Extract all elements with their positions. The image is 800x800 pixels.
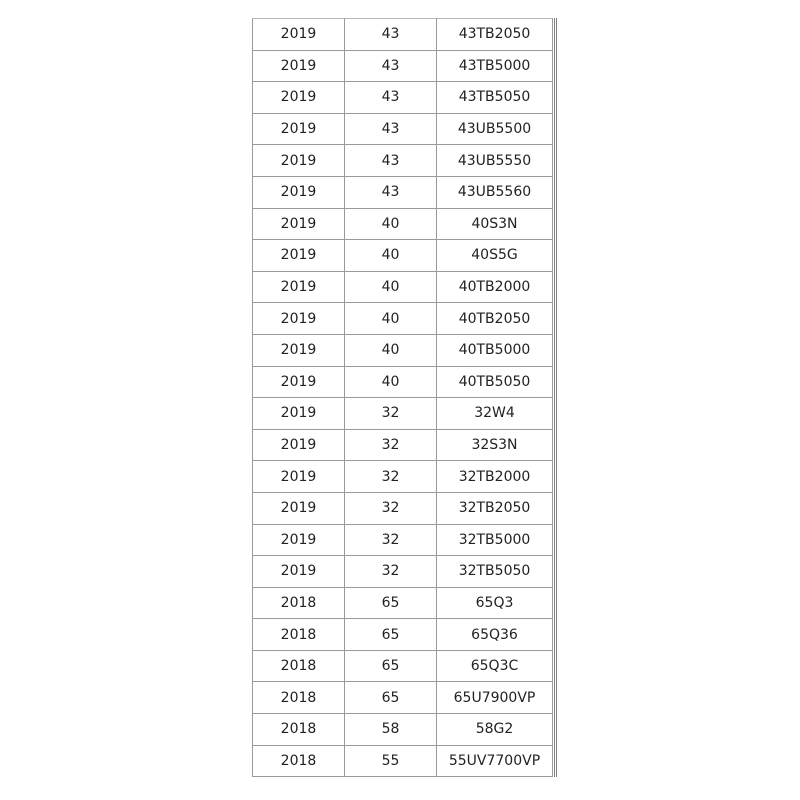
table-row — [253, 650, 553, 682]
year-cell: 2019 — [253, 398, 345, 430]
table-row — [253, 19, 553, 51]
size-cell: 65 — [345, 587, 437, 619]
table-row — [253, 208, 553, 240]
model-table — [252, 18, 553, 777]
table-row — [253, 303, 553, 335]
model-cell: 32TB5000 — [437, 524, 553, 556]
size-cell: 43 — [345, 176, 437, 208]
model-cell: 43UB5550 — [437, 145, 553, 177]
size-cell: 58 — [345, 714, 437, 746]
year-cell: 2019 — [253, 366, 345, 398]
year-cell: 2019 — [253, 82, 345, 114]
table-body — [253, 19, 553, 777]
size-cell: 43 — [345, 50, 437, 82]
model-cell: 40TB5000 — [437, 334, 553, 366]
year-cell: 2019 — [253, 240, 345, 272]
model-cell: 32TB2000 — [437, 461, 553, 493]
year-cell: 2019 — [253, 429, 345, 461]
size-cell: 40 — [345, 303, 437, 335]
year-cell: 2019 — [253, 334, 345, 366]
model-cell: 40S3N — [437, 208, 553, 240]
year-cell: 2019 — [253, 556, 345, 588]
table-row — [253, 271, 553, 303]
table-row — [253, 714, 553, 746]
size-cell: 32 — [345, 492, 437, 524]
year-cell: 2019 — [253, 208, 345, 240]
size-cell: 65 — [345, 650, 437, 682]
year-cell: 2019 — [253, 461, 345, 493]
size-cell: 32 — [345, 461, 437, 493]
table-row — [253, 619, 553, 651]
size-cell: 65 — [345, 619, 437, 651]
model-cell: 65U7900VP — [437, 682, 553, 714]
model-cell: 40TB5050 — [437, 366, 553, 398]
year-cell: 2019 — [253, 50, 345, 82]
model-cell: 32TB2050 — [437, 492, 553, 524]
model-cell: 43TB2050 — [437, 19, 553, 51]
table-row — [253, 587, 553, 619]
year-cell: 2018 — [253, 619, 345, 651]
model-cell: 58G2 — [437, 714, 553, 746]
size-cell: 32 — [345, 398, 437, 430]
model-cell: 40TB2000 — [437, 271, 553, 303]
size-cell: 65 — [345, 682, 437, 714]
model-cell: 43TB5050 — [437, 82, 553, 114]
size-cell: 40 — [345, 271, 437, 303]
model-cell: 43UB5560 — [437, 176, 553, 208]
table-row — [253, 240, 553, 272]
model-cell: 40TB2050 — [437, 303, 553, 335]
year-cell: 2019 — [253, 303, 345, 335]
year-cell: 2019 — [253, 524, 345, 556]
year-cell: 2019 — [253, 19, 345, 51]
year-cell: 2019 — [253, 113, 345, 145]
model-table-container — [252, 18, 557, 777]
year-cell: 2018 — [253, 587, 345, 619]
year-cell: 2018 — [253, 650, 345, 682]
model-cell: 43UB5500 — [437, 113, 553, 145]
size-cell: 55 — [345, 745, 437, 777]
model-cell: 65Q3 — [437, 587, 553, 619]
table-row — [253, 682, 553, 714]
size-cell: 43 — [345, 82, 437, 114]
table-row — [253, 745, 553, 777]
model-cell: 43TB5000 — [437, 50, 553, 82]
size-cell: 32 — [345, 524, 437, 556]
year-cell: 2019 — [253, 492, 345, 524]
size-cell: 40 — [345, 334, 437, 366]
size-cell: 43 — [345, 19, 437, 51]
model-cell: 32S3N — [437, 429, 553, 461]
table-row — [253, 334, 553, 366]
year-cell: 2019 — [253, 176, 345, 208]
table-row — [253, 492, 553, 524]
year-cell: 2018 — [253, 682, 345, 714]
model-cell: 32TB5050 — [437, 556, 553, 588]
model-cell: 40S5G — [437, 240, 553, 272]
size-cell: 40 — [345, 208, 437, 240]
table-row — [253, 82, 553, 114]
table-row — [253, 113, 553, 145]
table-row — [253, 556, 553, 588]
table-row — [253, 176, 553, 208]
table-row — [253, 398, 553, 430]
size-cell: 32 — [345, 429, 437, 461]
model-cell: 65Q36 — [437, 619, 553, 651]
table-row — [253, 524, 553, 556]
model-cell: 65Q3C — [437, 650, 553, 682]
year-cell: 2019 — [253, 271, 345, 303]
table-row — [253, 145, 553, 177]
model-cell: 32W4 — [437, 398, 553, 430]
year-cell: 2018 — [253, 714, 345, 746]
year-cell: 2019 — [253, 145, 345, 177]
year-cell: 2018 — [253, 745, 345, 777]
table-row — [253, 366, 553, 398]
size-cell: 40 — [345, 366, 437, 398]
table-row — [253, 429, 553, 461]
table-row — [253, 50, 553, 82]
size-cell: 43 — [345, 145, 437, 177]
model-cell: 55UV7700VP — [437, 745, 553, 777]
size-cell: 40 — [345, 240, 437, 272]
size-cell: 32 — [345, 556, 437, 588]
size-cell: 43 — [345, 113, 437, 145]
table-row — [253, 461, 553, 493]
